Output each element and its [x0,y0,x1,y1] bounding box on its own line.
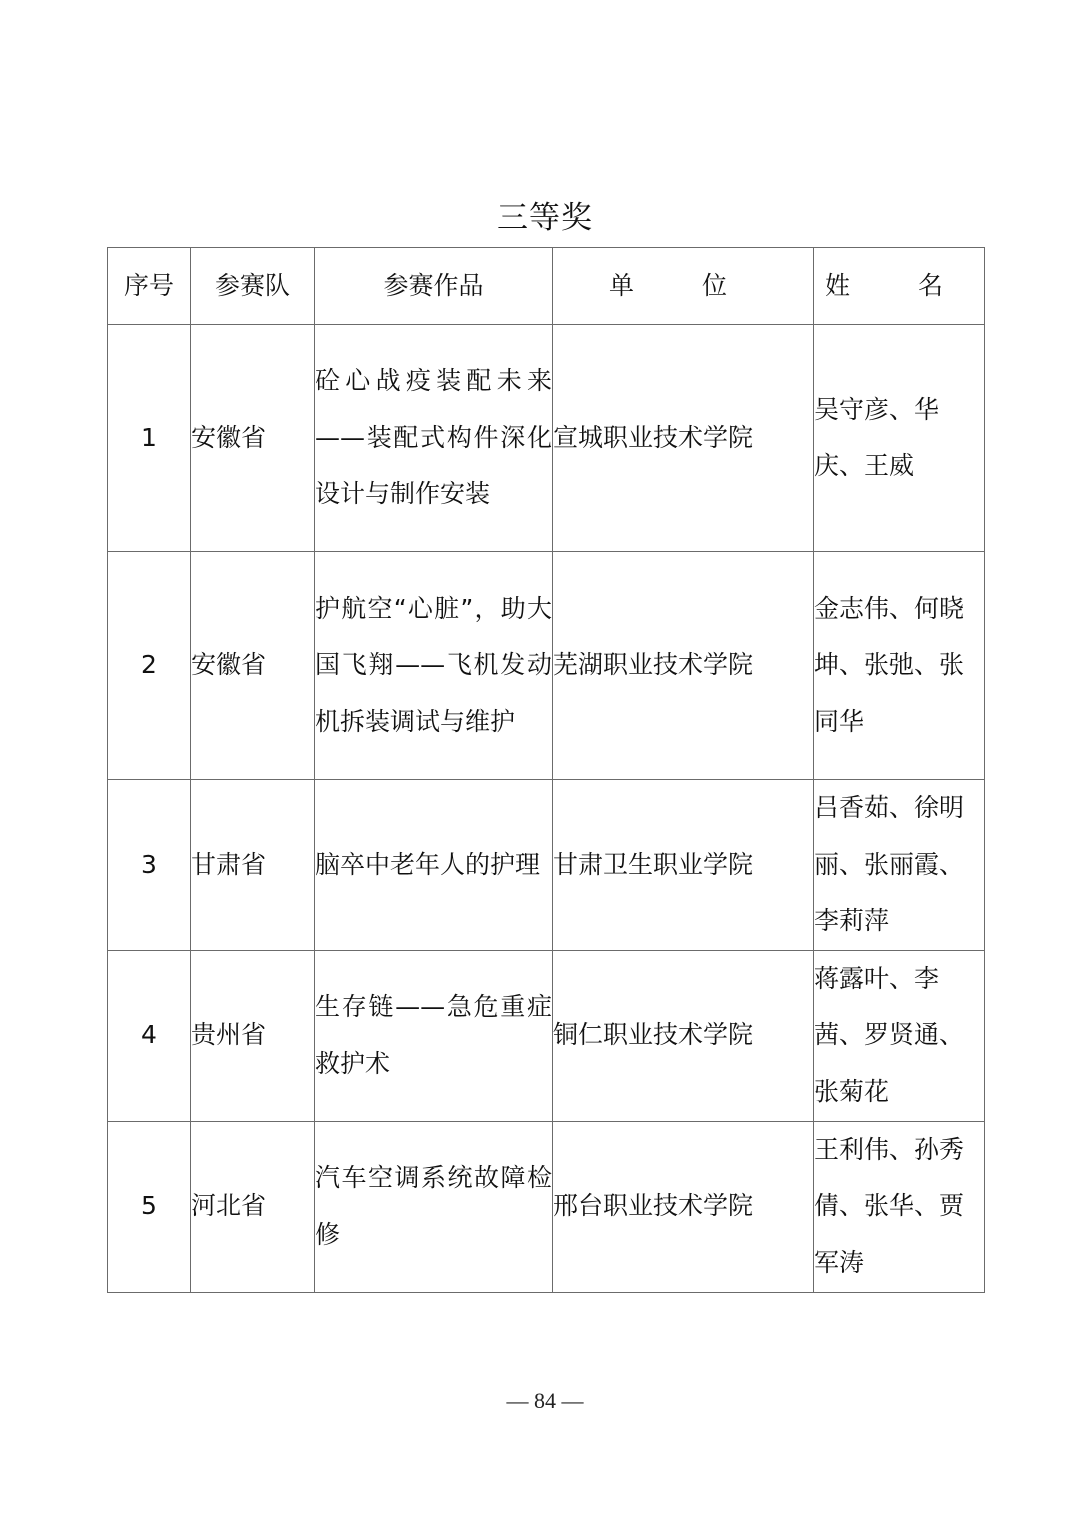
cell-team: 贵州省 [191,950,315,1121]
table-header-row [108,248,985,325]
cell-unit: 芜湖职业技术学院 [553,552,814,780]
cell-names: 金志伟、何晓坤、张弛、张同华 [814,552,985,780]
table-row [108,780,985,951]
cell-names: 蒋露叶、李茜、罗贤通、张菊花 [814,950,985,1121]
cell-unit: 宣城职业技术学院 [553,325,814,552]
header-index: 序号 [108,248,191,325]
cell-names: 吕香茹、徐明丽、张丽霞、李莉萍 [814,780,985,951]
cell-index: 4 [108,950,191,1121]
cell-index: 2 [108,552,191,780]
cell-work: 汽车空调系统故障检修 [315,1121,553,1292]
cell-unit: 甘肃卫生职业学院 [553,780,814,951]
cell-work: 脑卒中老年人的护理 [315,780,553,951]
cell-team: 河北省 [191,1121,315,1292]
cell-work: 护航空“心脏”，助大国飞翔——飞机发动机拆装调试与维护 [315,552,553,780]
cell-team: 安徽省 [191,552,315,780]
header-unit [553,248,814,325]
cell-index: 3 [108,780,191,951]
cell-unit: 铜仁职业技术学院 [553,950,814,1121]
cell-team: 甘肃省 [191,780,315,951]
page-title: 三等奖 [497,200,593,236]
cell-index: 5 [108,1121,191,1292]
cell-work: 生存链——急危重症救护术 [315,950,553,1121]
table-row [108,1121,985,1292]
cell-names: 吴守彦、华庆、王威 [814,325,985,552]
table-row [108,950,985,1121]
cell-work: 砼心战疫装配未来——装配式构件深化设计与制作安装 [315,325,553,552]
cell-index: 1 [108,325,191,552]
table-row [108,552,985,780]
cell-team: 安徽省 [191,325,315,552]
cell-unit: 邢台职业技术学院 [553,1121,814,1292]
page-number: — 84 — [506,1388,584,1413]
header-names [814,248,985,325]
header-names-label: 姓 名 [825,270,973,300]
header-unit-label: 单 位 [609,270,757,300]
header-work: 参赛作品 [315,248,553,325]
header-team: 参赛队 [191,248,315,325]
award-table [107,247,985,1293]
table-row [108,325,985,552]
cell-names: 王利伟、孙秀倩、张华、贾军涛 [814,1121,985,1292]
